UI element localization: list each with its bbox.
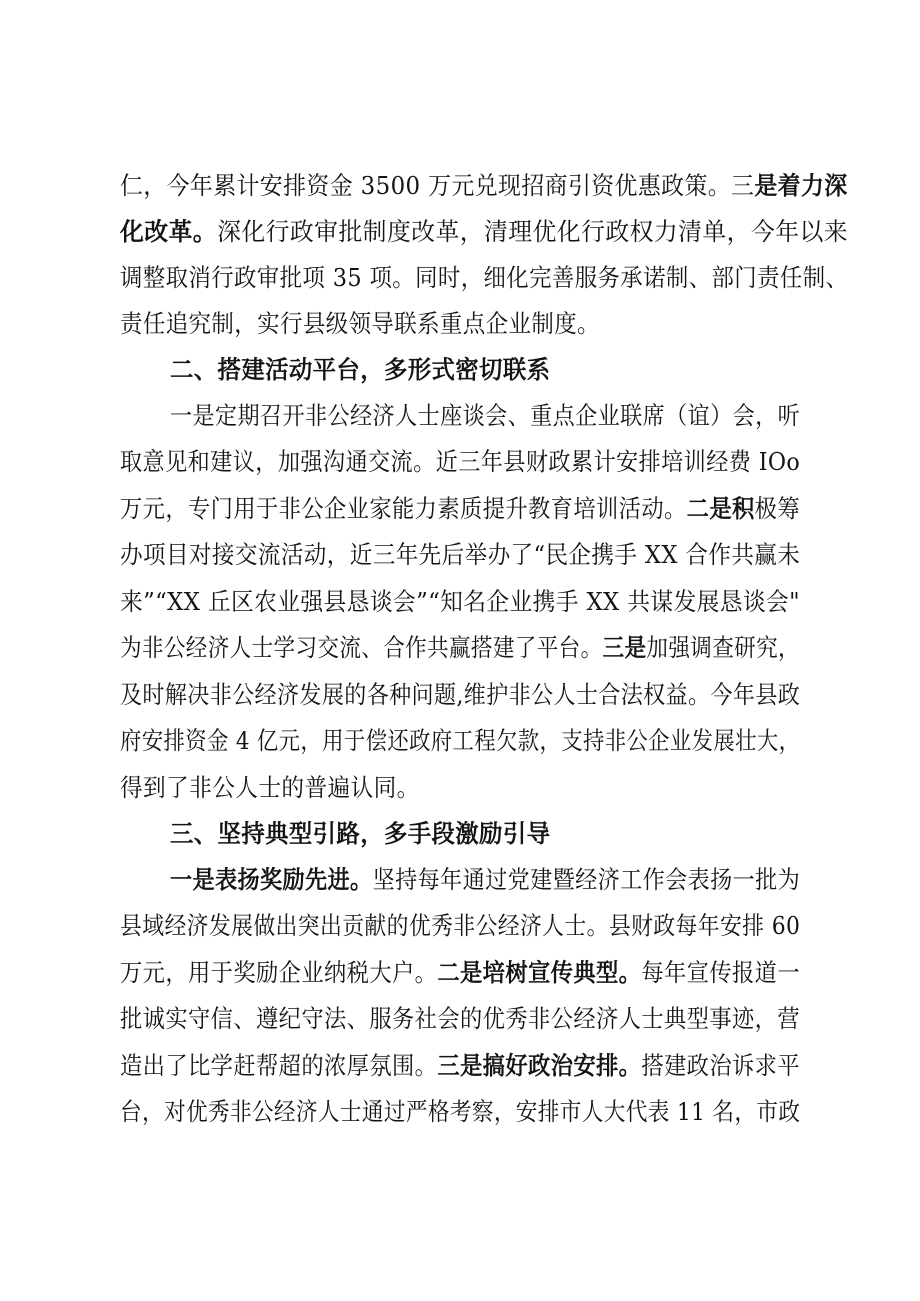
text-segment: 来”“XX 丘区农业强县恳谈会”“知名企业携手 XX 共谋发展恳谈会" [120,587,800,616]
bold-text-segment: 一是表扬奖励先进。 [170,865,373,894]
text-line [120,765,420,811]
bold-text-segment: 三是搞好政治安排。 [437,1051,642,1080]
text-line [120,532,800,578]
bold-text-segment: 化改革。 [120,217,218,246]
bold-text-segment: 二、搭建活动平台，多形式密切联系 [170,355,551,384]
text-segment: 办项目对接交流活动，近三年先后举办了“民企携手 XX 合作共赢未 [120,540,801,569]
text-segment: 万元，专门用于非公企业家能力素质提升教育培训活动。 [120,494,687,523]
bold-text-segment: 二是培树宣传典型。 [437,958,642,987]
text-segment: 一是定期召开非公经济人士座谈会、重点企业联席（谊）会，听 [170,401,801,430]
text-line [120,255,848,301]
text-segment: 得到了非公人士的普遍认同。 [120,773,420,802]
text-segment: 万元，用于奖励企业纳税大户。 [120,958,438,987]
text-line [120,209,848,255]
text-segment: 为非公经济人士学习交流、合作共赢搭建了平台。 [120,633,603,662]
text-line [170,347,550,393]
text-line [170,393,800,439]
text-line [120,718,800,764]
text-line [120,625,800,671]
text-line [120,486,800,532]
bold-text-segment: 三、坚持典型引路，多手段激励引导 [170,819,551,848]
text-line [170,857,800,903]
text-segment: 取意见和建议，加强沟通交流。近三年县财政累计安排培训经费 IOo [120,447,801,476]
text-segment: 批诚实守信、遵纪守法、服务社会的优秀非公经济人士典型事迹，营 [120,1004,800,1033]
text-line [120,950,800,996]
text-segment: 深化行政审批制度改革，清理优化行政权力清单，今年以来 [217,217,849,246]
text-line [120,301,600,347]
text-line [120,1043,800,1089]
text-line [120,439,800,485]
text-segment: 每年宣传报道一 [641,958,801,987]
text-segment: 加强调查研究， [646,633,800,662]
text-segment: 府安排资金 4 亿元，用于偿还政府工程欠款，支持非公企业发展壮大， [120,726,801,755]
text-segment: 搭建政治诉求平 [641,1051,801,1080]
bold-text-segment: 三是 [602,633,647,662]
text-line [120,996,800,1042]
bold-text-segment: 是着力深 [754,171,848,200]
text-line [120,672,800,718]
text-line [120,163,848,209]
text-segment: 极筹 [754,494,801,523]
text-line [120,579,800,625]
text-line [120,903,800,949]
bold-text-segment: 二是积 [686,494,755,523]
text-segment: 县域经济发展做出突出贡献的优秀非公经济人士。县财政每年安排 60 [120,911,801,940]
text-segment: 及时解决非公经济发展的各种问题,维护非公人士合法权益。今年县政 [120,680,801,709]
text-segment: 调整取消行政审批项 35 项。同时，细化完善服务承诺制、部门责任制、 [120,263,849,292]
text-segment: 仁，今年累计安排资金 3500 万元兑现招商引资优惠政策。三 [120,171,755,200]
text-line [170,811,550,857]
text-segment: 造出了比学赶帮超的浓厚氛围。 [120,1051,438,1080]
text-segment: 责任追究制，实行县级领导联系重点企业制度。 [120,309,600,338]
text-segment: 台，对优秀非公经济人士通过严格考察，安排市人大代表 11 名，市政 [120,1097,801,1126]
text-line [120,1089,800,1135]
text-segment: 坚持每年通过党建暨经济工作会表扬一批为 [372,865,801,894]
